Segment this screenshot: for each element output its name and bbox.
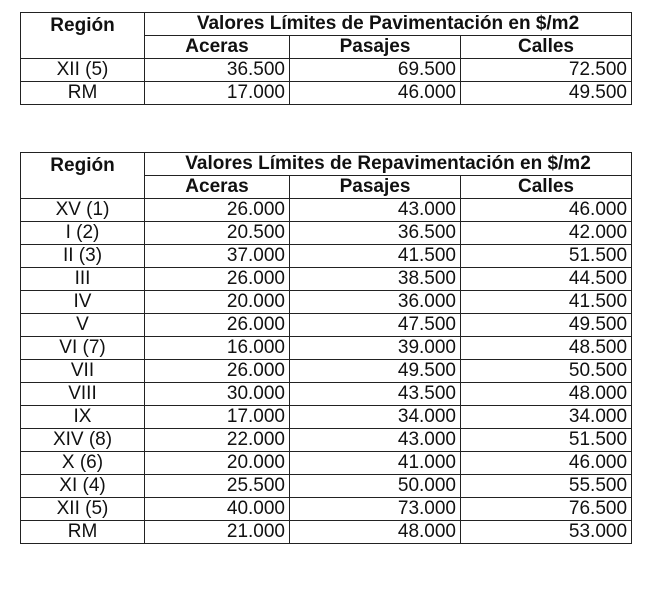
pasajes-cell: 50.000 [290, 475, 461, 498]
region-cell: X (6) [21, 452, 145, 475]
column-header-calles: Calles [461, 36, 632, 59]
aceras-cell: 36.500 [145, 59, 290, 82]
calles-cell: 41.500 [461, 291, 632, 314]
aceras-cell: 37.000 [145, 245, 290, 268]
table-row [21, 59, 632, 82]
region-cell: RM [21, 521, 145, 544]
table-row [21, 383, 632, 406]
pasajes-cell: 43.000 [290, 429, 461, 452]
region-cell: XIV (8) [21, 429, 145, 452]
pasajes-cell: 41.500 [290, 245, 461, 268]
pasajes-cell: 69.500 [290, 59, 461, 82]
repaving-group-header: Valores Límites de Repavimentación en $/m2 [145, 153, 632, 176]
aceras-cell: 22.000 [145, 429, 290, 452]
pasajes-cell: 41.000 [290, 452, 461, 475]
region-cell: XI (4) [21, 475, 145, 498]
region-cell: VI (7) [21, 337, 145, 360]
aceras-cell: 26.000 [145, 314, 290, 337]
region-cell: RM [21, 82, 145, 105]
aceras-cell: 26.000 [145, 360, 290, 383]
table-row [21, 291, 632, 314]
calles-cell: 48.500 [461, 337, 632, 360]
column-header-calles: Calles [461, 176, 632, 199]
region-cell: V [21, 314, 145, 337]
column-header-pasajes: Pasajes [290, 36, 461, 59]
region-cell: II (3) [21, 245, 145, 268]
table-row [21, 337, 632, 360]
aceras-cell: 30.000 [145, 383, 290, 406]
pasajes-cell: 48.000 [290, 521, 461, 544]
aceras-cell: 20.000 [145, 291, 290, 314]
repaving-table-body [21, 199, 632, 544]
pasajes-cell: 43.000 [290, 199, 461, 222]
calles-cell: 49.500 [461, 314, 632, 337]
calles-cell: 76.500 [461, 498, 632, 521]
calles-cell: 53.000 [461, 521, 632, 544]
region-cell: I (2) [21, 222, 145, 245]
aceras-cell: 26.000 [145, 268, 290, 291]
region-header: Región [21, 153, 145, 199]
region-cell: IX [21, 406, 145, 429]
aceras-cell: 17.000 [145, 406, 290, 429]
table-row [21, 199, 632, 222]
region-cell: XII (5) [21, 59, 145, 82]
region-cell: VII [21, 360, 145, 383]
calles-cell: 46.000 [461, 452, 632, 475]
aceras-cell: 21.000 [145, 521, 290, 544]
table-row [21, 360, 632, 383]
calles-cell: 48.000 [461, 383, 632, 406]
calles-cell: 46.000 [461, 199, 632, 222]
table-row [21, 406, 632, 429]
paving-limits-table [20, 12, 632, 105]
calles-cell: 51.500 [461, 245, 632, 268]
table-row [21, 475, 632, 498]
table-row [21, 452, 632, 475]
column-header-aceras: Aceras [145, 36, 290, 59]
repaving-limits-table [20, 152, 632, 544]
calles-cell: 44.500 [461, 268, 632, 291]
aceras-cell: 25.500 [145, 475, 290, 498]
region-header: Región [21, 13, 145, 59]
region-cell: XV (1) [21, 199, 145, 222]
aceras-cell: 40.000 [145, 498, 290, 521]
table-row [21, 222, 632, 245]
pasajes-cell: 43.500 [290, 383, 461, 406]
calles-cell: 34.000 [461, 406, 632, 429]
column-header-aceras: Aceras [145, 176, 290, 199]
aceras-cell: 17.000 [145, 82, 290, 105]
pasajes-cell: 73.000 [290, 498, 461, 521]
table-row [21, 429, 632, 452]
region-cell: VIII [21, 383, 145, 406]
aceras-cell: 26.000 [145, 199, 290, 222]
table-row [21, 521, 632, 544]
calles-cell: 50.500 [461, 360, 632, 383]
table-row [21, 498, 632, 521]
table-row [21, 268, 632, 291]
table-row [21, 314, 632, 337]
pasajes-cell: 34.000 [290, 406, 461, 429]
pasajes-cell: 46.000 [290, 82, 461, 105]
pasajes-cell: 49.500 [290, 360, 461, 383]
pasajes-cell: 47.500 [290, 314, 461, 337]
calles-cell: 42.000 [461, 222, 632, 245]
aceras-cell: 20.500 [145, 222, 290, 245]
aceras-cell: 20.000 [145, 452, 290, 475]
paving-group-header: Valores Límites de Pavimentación en $/m2 [145, 13, 632, 36]
calles-cell: 51.500 [461, 429, 632, 452]
pasajes-cell: 39.000 [290, 337, 461, 360]
column-header-pasajes: Pasajes [290, 176, 461, 199]
table-row [21, 245, 632, 268]
aceras-cell: 16.000 [145, 337, 290, 360]
calles-cell: 55.500 [461, 475, 632, 498]
region-cell: IV [21, 291, 145, 314]
region-cell: III [21, 268, 145, 291]
pasajes-cell: 36.500 [290, 222, 461, 245]
pasajes-cell: 36.000 [290, 291, 461, 314]
region-cell: XII (5) [21, 498, 145, 521]
paving-table-body [21, 59, 632, 105]
pasajes-cell: 38.500 [290, 268, 461, 291]
calles-cell: 72.500 [461, 59, 632, 82]
calles-cell: 49.500 [461, 82, 632, 105]
table-row [21, 82, 632, 105]
